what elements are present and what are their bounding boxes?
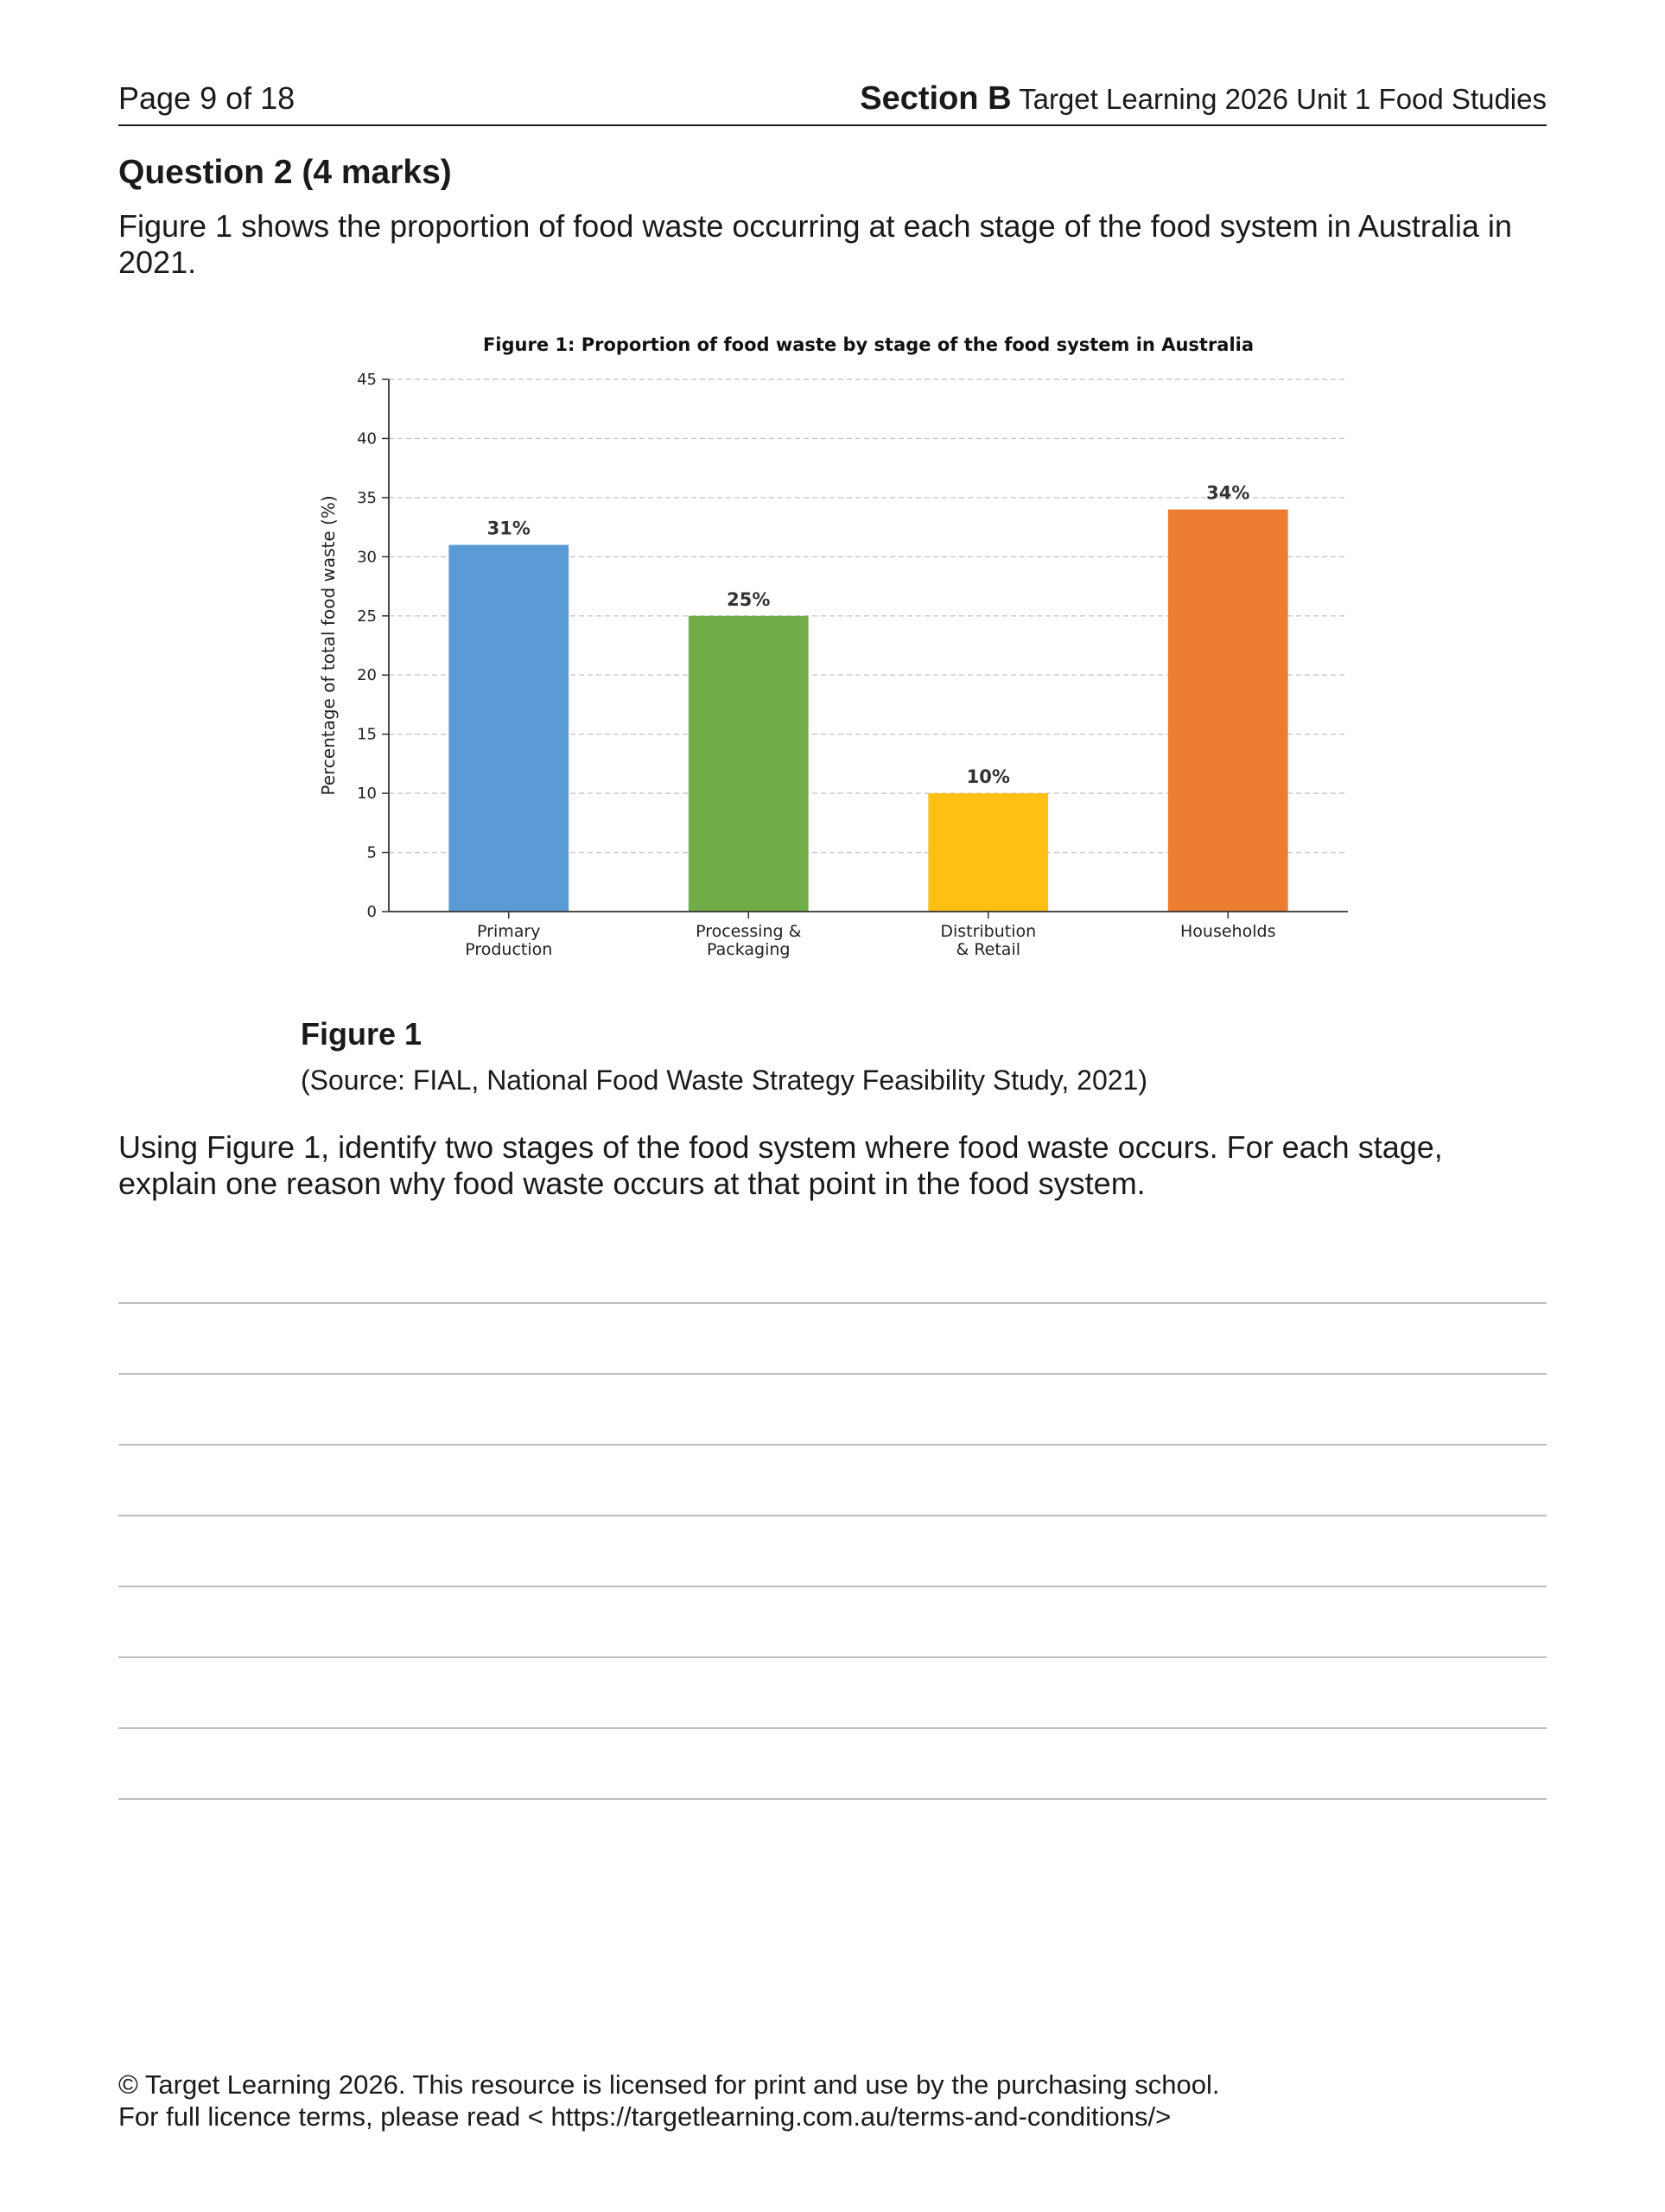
y-tick-label: 0	[366, 903, 377, 921]
footer-terms-line: For full licence terms, please read < https://targetlearning.com.au/terms-and-conditions/>	[118, 2101, 1172, 2132]
question-title: Question 2 (4 marks)	[118, 154, 452, 191]
x-tick-label-line: Primary	[477, 922, 541, 941]
page-header-right	[860, 79, 1547, 118]
section-label: Section B	[860, 80, 1012, 117]
x-tick-label-line: Households	[1180, 922, 1276, 941]
y-tick-label: 10	[357, 785, 377, 804]
course-title: Target Learning 2026 Unit 1 Food Studies	[1019, 83, 1547, 115]
y-tick-label: 30	[357, 548, 377, 567]
answer-line[interactable]	[118, 1373, 1547, 1375]
y-tick-label: 20	[357, 666, 377, 685]
x-tick-label-line: Packaging	[707, 940, 791, 959]
answer-line[interactable]	[118, 1798, 1547, 1800]
figure-source: (Source: FIAL, National Food Waste Strategy Feasibility Study, 2021)	[301, 1065, 1147, 1096]
bar	[448, 545, 569, 912]
x-tick-label	[1180, 922, 1275, 941]
y-tick-label: 45	[357, 371, 377, 389]
x-tick-label-line: & Retail	[956, 940, 1021, 959]
answer-line[interactable]	[118, 1302, 1547, 1304]
x-tick-label-line: Processing &	[696, 922, 802, 941]
bar	[689, 616, 809, 912]
x-tick-label-line: Distribution	[940, 922, 1037, 941]
answer-line[interactable]	[118, 1656, 1547, 1658]
question-prompt: Using Figure 1, identify two stages of the food system where food waste occurs. For each stage, explain one reason why food waste occurs at that point in the food system.	[118, 1129, 1443, 1201]
x-tick-label	[940, 922, 1036, 959]
answer-line[interactable]	[118, 1515, 1547, 1516]
y-tick-label: 35	[357, 488, 377, 507]
y-tick-label: 5	[366, 843, 377, 862]
bar-value-label: 31%	[486, 518, 531, 539]
footer-licence-line: © Target Learning 2026. This resource is licensed for print and use by the purchasing school.	[118, 2069, 1220, 2100]
answer-line[interactable]	[118, 1586, 1547, 1587]
answer-line[interactable]	[118, 1727, 1547, 1729]
page-number: Page 9 of 18	[118, 80, 296, 116]
bar	[928, 793, 1048, 912]
x-tick-label	[696, 922, 801, 959]
y-tick-label: 25	[357, 607, 377, 626]
bar-value-label: 34%	[1206, 482, 1250, 504]
y-tick-label: 15	[357, 725, 377, 744]
copyright-footer	[118, 2069, 1220, 2133]
figure-label: Figure 1	[301, 1016, 423, 1052]
answer-line[interactable]	[118, 1444, 1547, 1446]
food-waste-bar-chart	[294, 320, 1374, 976]
x-tick-label-line: Production	[465, 940, 553, 959]
question-intro: Figure 1 shows the proportion of food waste occurring at each stage of the food system in Australia in 2021.	[118, 208, 1512, 280]
x-tick-label	[465, 922, 552, 959]
y-axis-label: Percentage of total food waste (%)	[318, 495, 339, 796]
header-divider	[118, 124, 1547, 126]
chart-title: Figure 1: Proportion of food waste by stage of the food system in Australia	[482, 334, 1255, 355]
bar-value-label: 25%	[727, 588, 771, 610]
bar	[1168, 510, 1288, 912]
bar-value-label: 10%	[966, 766, 1010, 788]
y-tick-label: 40	[357, 429, 377, 448]
